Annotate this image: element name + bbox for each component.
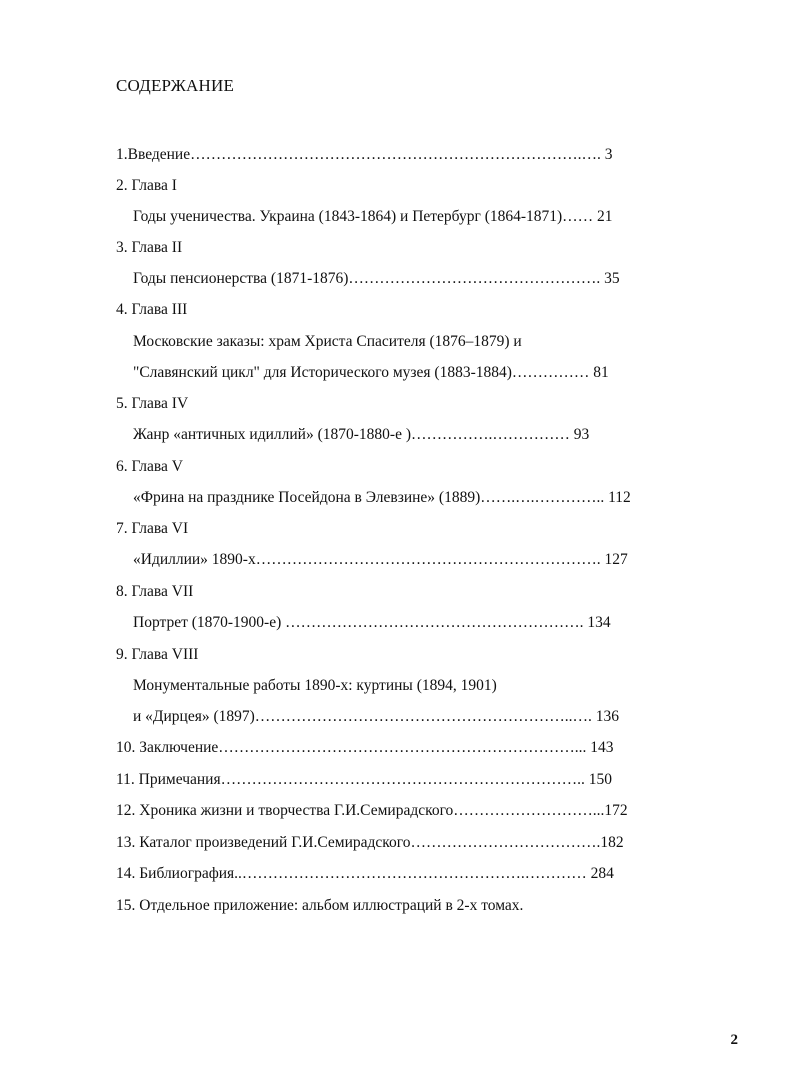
- toc-entry: "Славянский цикл" для Исторического музея (1883-1884)…………… 81: [133, 364, 609, 381]
- toc-entry: 14. Библиография..……………………………………………….………… 284: [116, 865, 614, 882]
- toc-entry: 9. Глава VIII: [116, 646, 199, 663]
- toc-entry: 5. Глава IV: [116, 395, 189, 412]
- toc-entry: и «Дирцея» (1897)……………………………………………………..…. 136: [133, 708, 620, 725]
- toc-entry: «Фрина на празднике Посейдона в Элевзине» (1889)…….….………….. 112: [133, 489, 631, 506]
- toc-entry: Годы пенсионерства (1871-1876)…………………………………………. 35: [133, 270, 620, 287]
- page-title: СОДЕРЖАНИЕ: [116, 76, 235, 95]
- toc-entry: 13. Каталог произведений Г.И.Семирадского……………………………….182: [116, 834, 624, 851]
- toc-entry: Московские заказы: храм Христа Спасителя (1876–1879) и: [133, 333, 522, 350]
- toc-entry: Портрет (1870-1900-е) …………………………………………………. 134: [133, 614, 611, 631]
- toc-entry: 12. Хроника жизни и творчества Г.И.Семирадского………………………...172: [116, 802, 628, 819]
- toc-entry: Монументальные работы 1890-х: куртины (1894, 1901): [133, 677, 497, 694]
- toc-entry: 11. Примечания…………………………………………………………….. 150: [116, 771, 612, 788]
- toc-entry: 6. Глава V: [116, 458, 183, 475]
- page-number: 2: [730, 1032, 738, 1048]
- toc-entry: Годы ученичества. Украина (1843-1864) и Петербург (1864-1871)…… 21: [133, 208, 613, 225]
- toc-entry: 1.Введение………………………………………………………………….…. 3: [116, 146, 613, 163]
- toc-entry: 2. Глава I: [116, 177, 177, 194]
- toc-entry: 10. Заключение……………………………………………………………... 143: [116, 739, 614, 756]
- toc-entry: Жанр «античных идиллий» (1870-1880-е )…………….…………… 93: [133, 426, 590, 443]
- toc-entry: 3. Глава II: [116, 239, 183, 256]
- toc-entry: 4. Глава III: [116, 301, 188, 318]
- toc-entry: 15. Отдельное приложение: альбом иллюстраций в 2-х томах.: [116, 897, 524, 914]
- toc-entry: 8. Глава VII: [116, 583, 194, 600]
- toc-entry: 7. Глава VI: [116, 520, 189, 537]
- toc-entry: «Идиллии» 1890-х…………………………………………………………. 127: [133, 551, 628, 568]
